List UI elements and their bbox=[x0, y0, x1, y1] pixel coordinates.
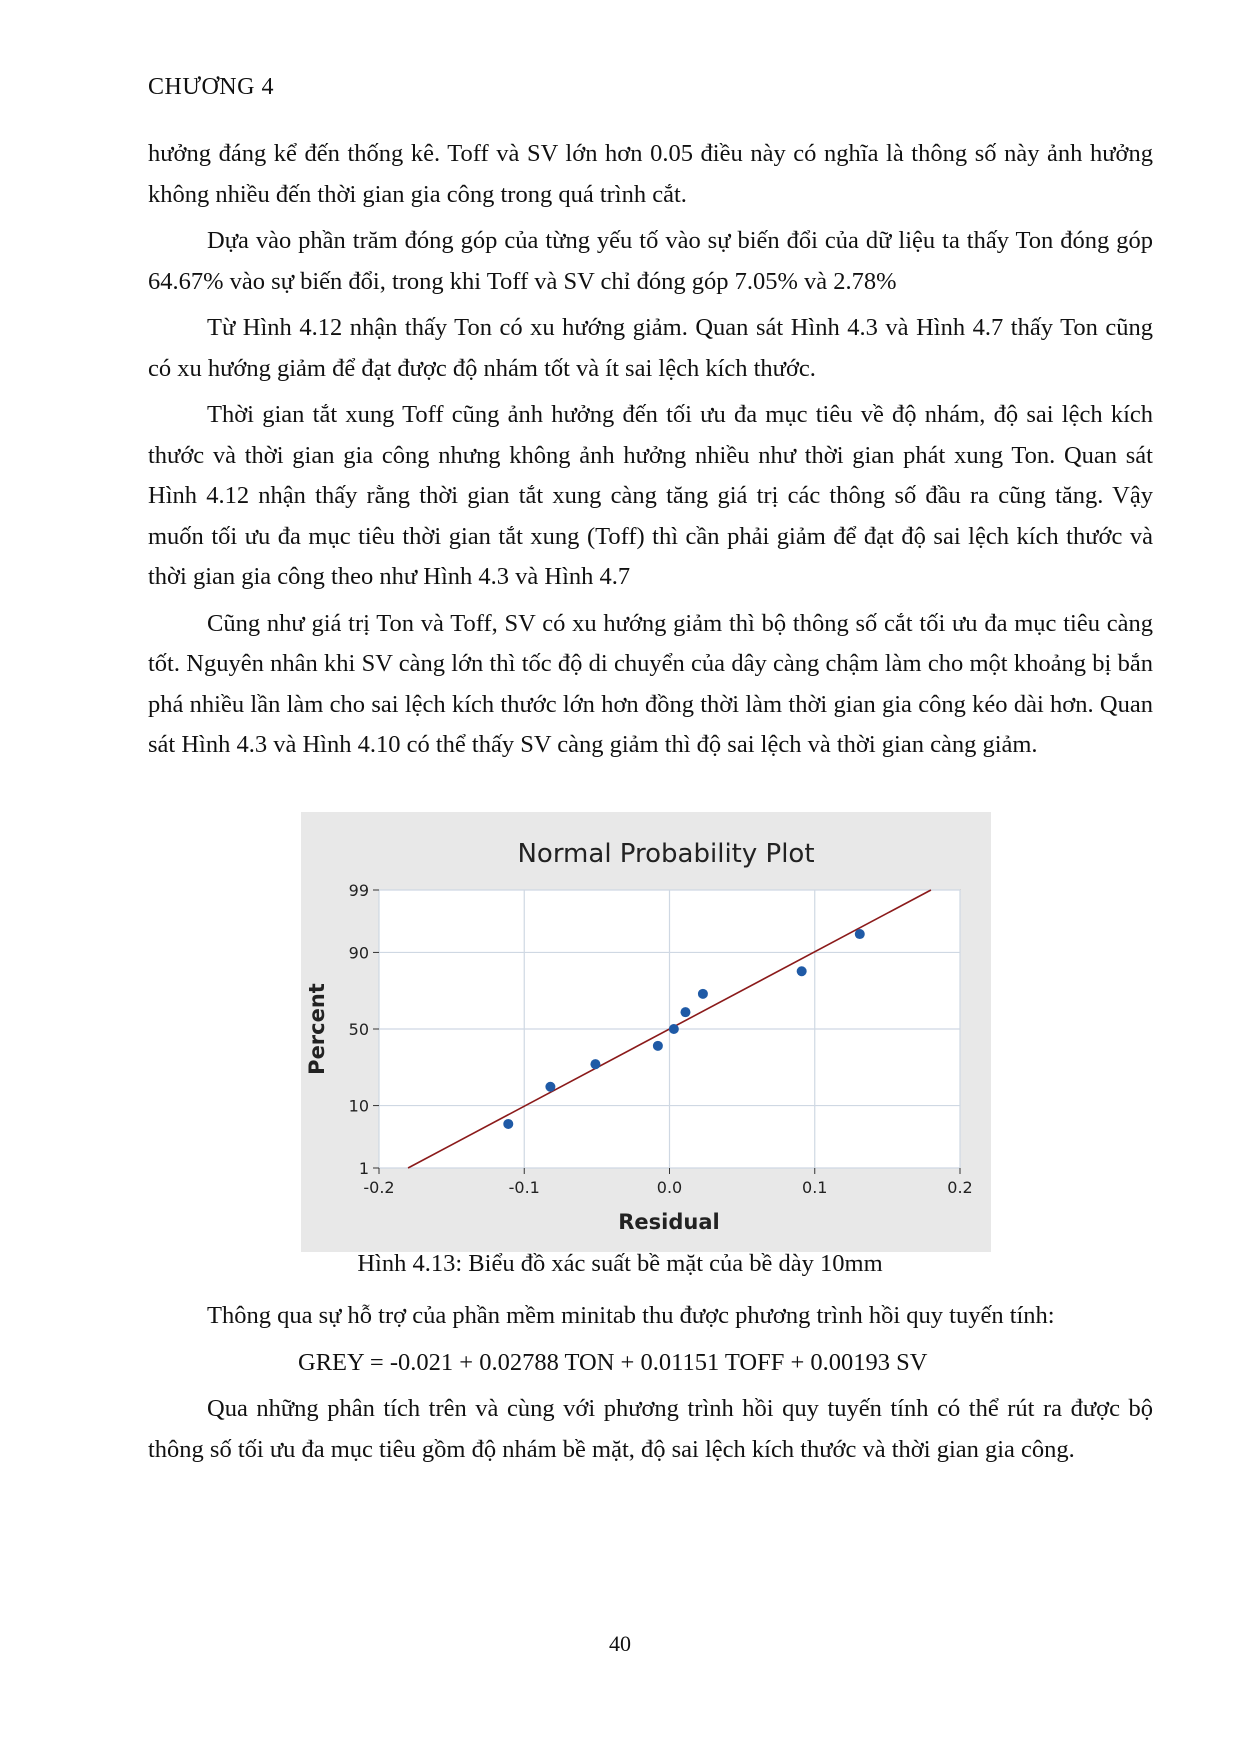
paragraph-4: Thời gian tắt xung Toff cũng ảnh hưởng đến tối ưu đa mục tiêu về độ nhám, độ sai lệch kích thước và thời gian gia công nhưng không ảnh hưởng nhiều như thời gian phát xung Ton. Quan sát Hình 4.12 nhận thấy rằng thời gian tắt xung càng tăng giá trị các thông số đầu ra cũng tăng. Vậy muốn tối ưu đa mục tiêu thời gian tắt xung (Toff) thì cần phải giảm để đạt độ sai lệch kích thước và thời gian gia công theo như Hình 4.3 và Hình 4.7 bbox=[148, 401, 1153, 590]
y-tick-label: 50 bbox=[348, 1020, 369, 1039]
data-point bbox=[590, 1059, 600, 1069]
normal-probability-plot-figure bbox=[301, 812, 991, 1252]
data-point bbox=[797, 966, 807, 976]
body-text bbox=[148, 134, 1153, 772]
paragraph-3: Từ Hình 4.12 nhận thấy Ton có xu hướng giảm. Quan sát Hình 4.3 và Hình 4.7 thấy Ton cũng có xu hướng giảm để đạt được độ nhám tốt và ít sai lệch kích thước. bbox=[148, 314, 1153, 382]
y-tick-label: 99 bbox=[348, 881, 369, 900]
paragraph-2: Dựa vào phần trăm đóng góp của từng yếu tố vào sự biến đổi của dữ liệu ta thấy Ton đóng góp 64.67% vào sự biến đổi, trong khi Toff và SV chỉ đóng góp 7.05% và 2.78% bbox=[148, 227, 1153, 295]
x-tick-label: -0.2 bbox=[363, 1178, 395, 1197]
regression-intro: Thông qua sự hỗ trợ của phần mềm minitab thu được phương trình hồi quy tuyến tính: bbox=[207, 1302, 1055, 1329]
data-point bbox=[545, 1082, 555, 1092]
y-axis-label: Percent bbox=[305, 983, 329, 1075]
data-point bbox=[669, 1024, 679, 1034]
y-tick-label: 90 bbox=[348, 943, 369, 963]
x-tick-label: 0.1 bbox=[802, 1178, 828, 1197]
x-tick-label: -0.1 bbox=[508, 1178, 540, 1197]
chart-title: Normal Probability Plot bbox=[517, 839, 815, 869]
figure-caption: Hình 4.13: Biểu đồ xác suất bề mặt của bề dày 10mm bbox=[357, 1250, 883, 1277]
conclusion-paragraph: Qua những phân tích trên và cùng với phương trình hồi quy tuyến tính có thể rút ra được bộ thông số tối ưu đa mục tiêu gồm độ nhám bề mặt, độ sai lệch kích thước và thời gian gia công. bbox=[148, 1395, 1153, 1463]
data-point bbox=[855, 929, 865, 939]
x-axis-label: Residual bbox=[618, 1210, 720, 1234]
data-point bbox=[653, 1041, 663, 1051]
paragraph-5: Cũng như giá trị Ton và Toff, SV có xu hướng giảm thì bộ thông số cắt tối ưu đa mục tiêu càng tốt. Nguyên nhân khi SV càng lớn thì tốc độ di chuyển của dây càng chậm làm cho một khoảng bị bắn phá nhiều lần làm cho sai lệch kích thước lớn hơn đồng thời làm thời gian gia công kéo dài hơn. Quan sát Hình 4.3 và Hình 4.10 có thể thấy SV càng giảm thì độ sai lệch và thời gian càng giảm. bbox=[148, 609, 1153, 758]
data-point bbox=[503, 1119, 513, 1129]
data-point bbox=[698, 989, 708, 999]
paragraph-1: hưởng đáng kể đến thống kê. Toff và SV lớn hơn 0.05 điều này có nghĩa là thông số này ảnh hưởng không nhiều đến thời gian gia công trong quá trình cắt. bbox=[148, 140, 1153, 208]
x-tick-label: 0.0 bbox=[656, 1178, 683, 1197]
chart-svg bbox=[301, 812, 991, 1252]
y-tick-label: 10 bbox=[348, 1096, 369, 1116]
y-tick-label: 1 bbox=[358, 1159, 369, 1178]
regression-equation: GREY = -0.021 + 0.02788 TON + 0.01151 TOFF + 0.00193 SV bbox=[298, 1348, 928, 1376]
chapter-header: CHƯƠNG 4 bbox=[148, 74, 274, 100]
data-point bbox=[680, 1007, 690, 1017]
x-tick-label: 0.2 bbox=[947, 1178, 973, 1197]
page-number: 40 bbox=[609, 1631, 631, 1656]
after-figure-text bbox=[148, 1296, 1153, 1476]
